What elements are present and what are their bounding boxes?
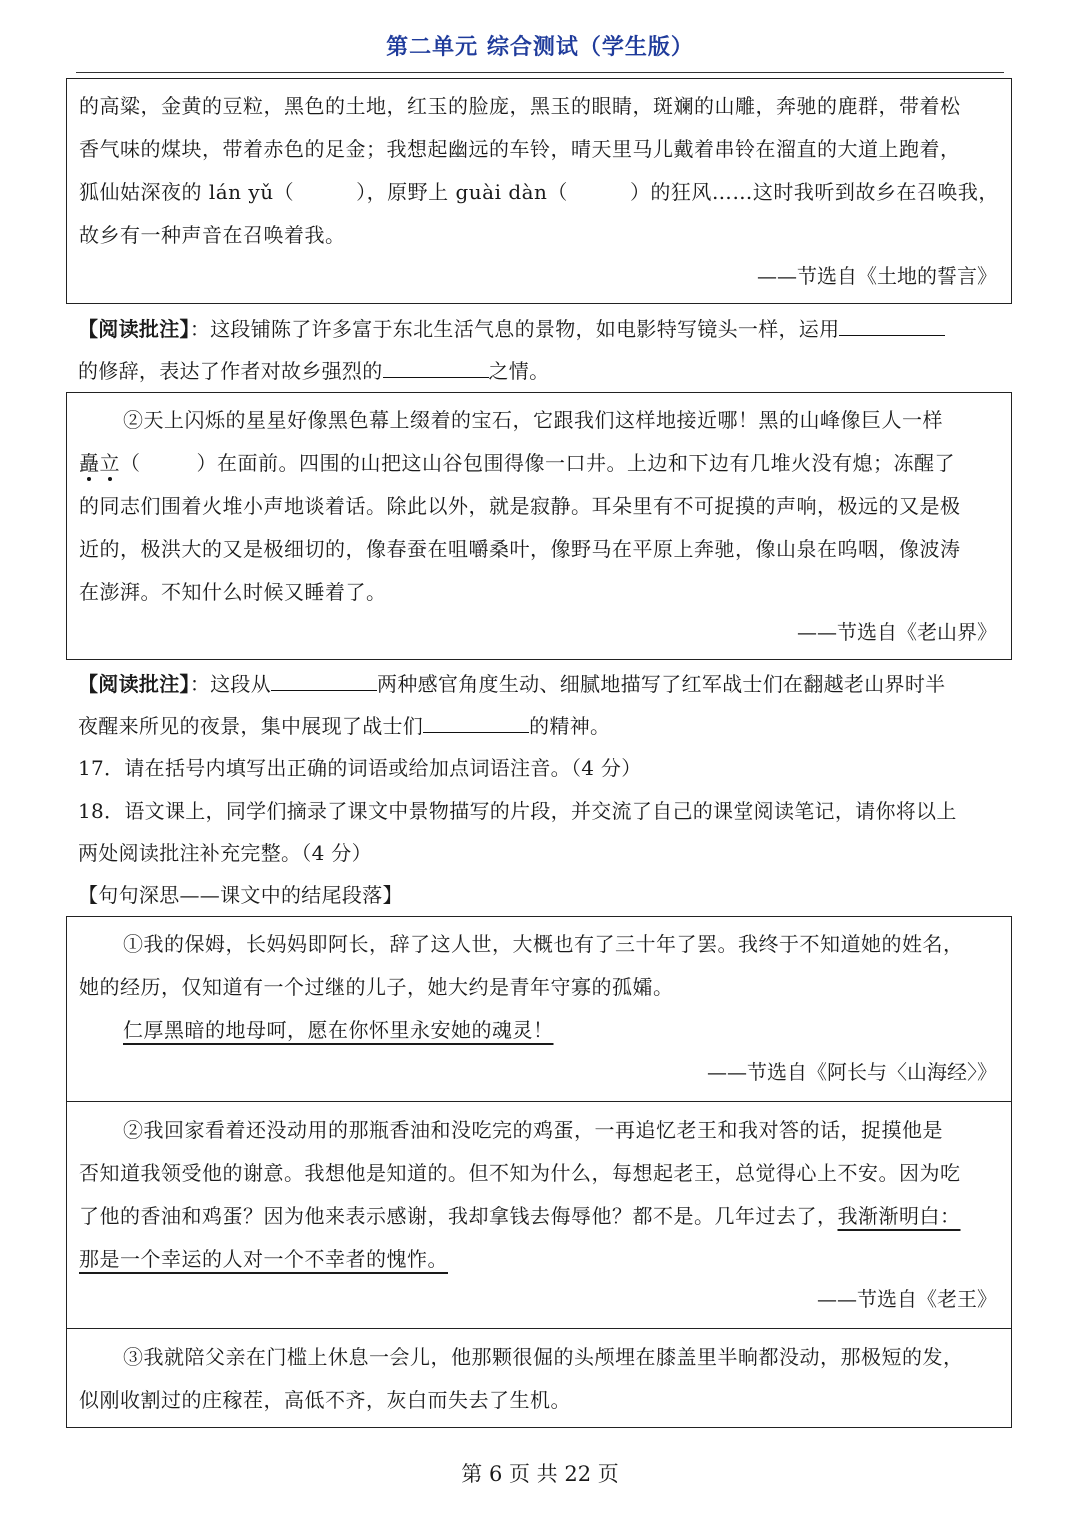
excerpt-source: ——节选自《老山界》 bbox=[797, 620, 997, 644]
text-segment: 两种感官角度生动、细腻地描写了红军战士们在翻越老山界时半 bbox=[377, 672, 946, 696]
dotted-char: 立 bbox=[99, 451, 120, 475]
excerpt-line: 在澎湃。不知什么时候又睡着了。 bbox=[79, 580, 387, 604]
underlined-sentence: 那是一个幸运的人对一个不幸者的愧怍。 bbox=[79, 1247, 448, 1271]
question-18-line: 两处阅读批注补充完整。（4 分） bbox=[78, 841, 372, 865]
underlined-sentence: 仁厚黑暗的地母呵，愿在你怀里永安她的魂灵！ bbox=[123, 1018, 554, 1042]
excerpt-line bbox=[79, 1336, 1001, 1379]
excerpt-line: 似刚收割过的庄稼茬，高低不齐，灰白而失去了生机。 bbox=[79, 1388, 571, 1412]
text-segment: ：这段从 bbox=[189, 672, 272, 696]
excerpt-source: ——节选自《土地的誓言》 bbox=[757, 264, 997, 288]
excerpt-line: 近的，极洪大的又是极细切的，像春蚕在咀嚼桑叶，像野马在平原上奔驰，像山泉在呜咽，像波涛 bbox=[79, 537, 961, 561]
text-segment: ）的狂风……这时我听到故乡在召唤我， bbox=[629, 180, 999, 204]
excerpt-line: 她的经历，仅知道有一个过继的儿子，她大约是青年守寡的孤孀。 bbox=[79, 975, 674, 999]
text-segment: 的修辞，表达了作者对故乡强烈的 bbox=[78, 359, 383, 383]
page-footer: 第 6 页 共 22 页 bbox=[461, 1462, 619, 1486]
excerpt-line: 的同志们围着火堆小声地谈着话。除此以外，就是寂静。耳朵里有不可捉摸的声响，极远的又是极 bbox=[79, 494, 961, 518]
reading-note-2-line bbox=[78, 668, 1008, 699]
answer-blank-emotion[interactable] bbox=[383, 355, 489, 378]
question-18-line: 18．语文课上，同学们摘录了课文中景物描写的片段，并交流了自己的课堂阅读笔记，请你将以上 bbox=[78, 799, 957, 823]
text-segment: ），原野上 guài dàn（ bbox=[356, 180, 568, 204]
text-segment: （ bbox=[120, 451, 141, 475]
text-segment: 的精神。 bbox=[529, 714, 611, 738]
text-segment: ②天上闪烁的星星好像黑色幕上缀着的宝石，它跟我们这样地接近哪！黑的山峰像巨人一样 bbox=[123, 408, 943, 432]
excerpt-line bbox=[79, 1238, 1001, 1281]
excerpt-line bbox=[79, 923, 1001, 966]
excerpt-line: 故乡有一种声音在召唤着我。 bbox=[79, 223, 346, 247]
text-segment: 了他的香油和鸡蛋？因为他来表示感谢，我却拿钱去侮辱他？都不是。几年过去了， bbox=[79, 1204, 838, 1228]
underlined-sentence: 我渐渐明白： bbox=[837, 1204, 961, 1228]
excerpt-line: 的高粱，金黄的豆粒，黑色的土地，红玉的脸庞，黑玉的眼睛，斑斓的山雕，奔驰的鹿群，带着松 bbox=[79, 94, 961, 118]
excerpt-divider bbox=[67, 1328, 1011, 1329]
reading-note-label: 【阅读批注】 bbox=[78, 317, 190, 341]
excerpt-line bbox=[79, 1009, 1001, 1052]
question-17: 17．请在括号内填写出正确的词语或给加点词语注音。（4 分） bbox=[78, 756, 642, 780]
excerpt-divider bbox=[67, 1101, 1011, 1102]
excerpt-box-laoshanjie bbox=[66, 392, 1012, 660]
reading-note-2-line bbox=[78, 710, 1008, 741]
section-title: 【句句深思——课文中的结尾段落】 bbox=[78, 883, 403, 907]
excerpt-line bbox=[79, 399, 1001, 442]
text-segment: ）在面前。四围的山把这山谷包围得像一口井。上边和下边有几堆火没有熄；冻醒了 bbox=[196, 451, 955, 475]
text-segment: ②我回家看着还没动用的那瓶香油和没吃完的鸡蛋，一再追忆老王和我对答的话，捉摸他是 bbox=[123, 1118, 943, 1142]
answer-blank-senses[interactable] bbox=[271, 668, 377, 691]
header-rule bbox=[76, 72, 1004, 73]
excerpt-line: 否知道我领受他的谢意。我想他是知道的。但不知为什么，每想起老王，总觉得心上不安。因为吃 bbox=[79, 1161, 961, 1185]
excerpt-line bbox=[79, 1195, 1001, 1238]
answer-blank-rhetoric[interactable] bbox=[839, 313, 945, 336]
answer-blank-spirit[interactable] bbox=[423, 710, 529, 733]
dotted-char: 矗 bbox=[79, 451, 100, 475]
excerpt-line: 香气味的煤块，带着赤色的足金；我想起幽远的车铃，晴天里马儿戴着串铃在溜直的大道上跑着， bbox=[79, 137, 961, 161]
text-segment: ：这段铺陈了许多富于东北生活气息的景物，如电影特写镜头一样，运用 bbox=[189, 317, 840, 341]
excerpt-line bbox=[79, 442, 1001, 485]
excerpt-source: ——节选自《老王》 bbox=[817, 1287, 997, 1311]
excerpt-line bbox=[79, 171, 1001, 214]
text-segment: ①我的保姆，长妈妈即阿长，辞了这人世，大概也有了三十年了罢。我终于不知道她的姓名， bbox=[123, 932, 964, 956]
reading-note-1-line bbox=[78, 355, 1008, 386]
text-segment: 夜醒来所见的夜景，集中展现了战士们 bbox=[78, 714, 424, 738]
excerpt-source: ——节选自《阿长与〈山海经〉》 bbox=[707, 1060, 997, 1084]
excerpt-box-tudi bbox=[66, 78, 1012, 304]
text-segment: 狐仙姑深夜的 lán yǔ（ bbox=[79, 180, 295, 204]
text-segment: 之情。 bbox=[488, 359, 550, 383]
reading-note-1-line bbox=[78, 313, 1008, 344]
excerpt-box-endings bbox=[66, 916, 1012, 1428]
page-header-title: 第二单元 综合测试（学生版） bbox=[386, 35, 694, 60]
reading-note-label: 【阅读批注】 bbox=[78, 672, 190, 696]
text-segment: ③我就陪父亲在门槛上休息一会儿，他那颗很倔的头颅埋在膝盖里半晌都没动，那极短的发， bbox=[123, 1345, 964, 1369]
excerpt-line bbox=[79, 1109, 1001, 1152]
